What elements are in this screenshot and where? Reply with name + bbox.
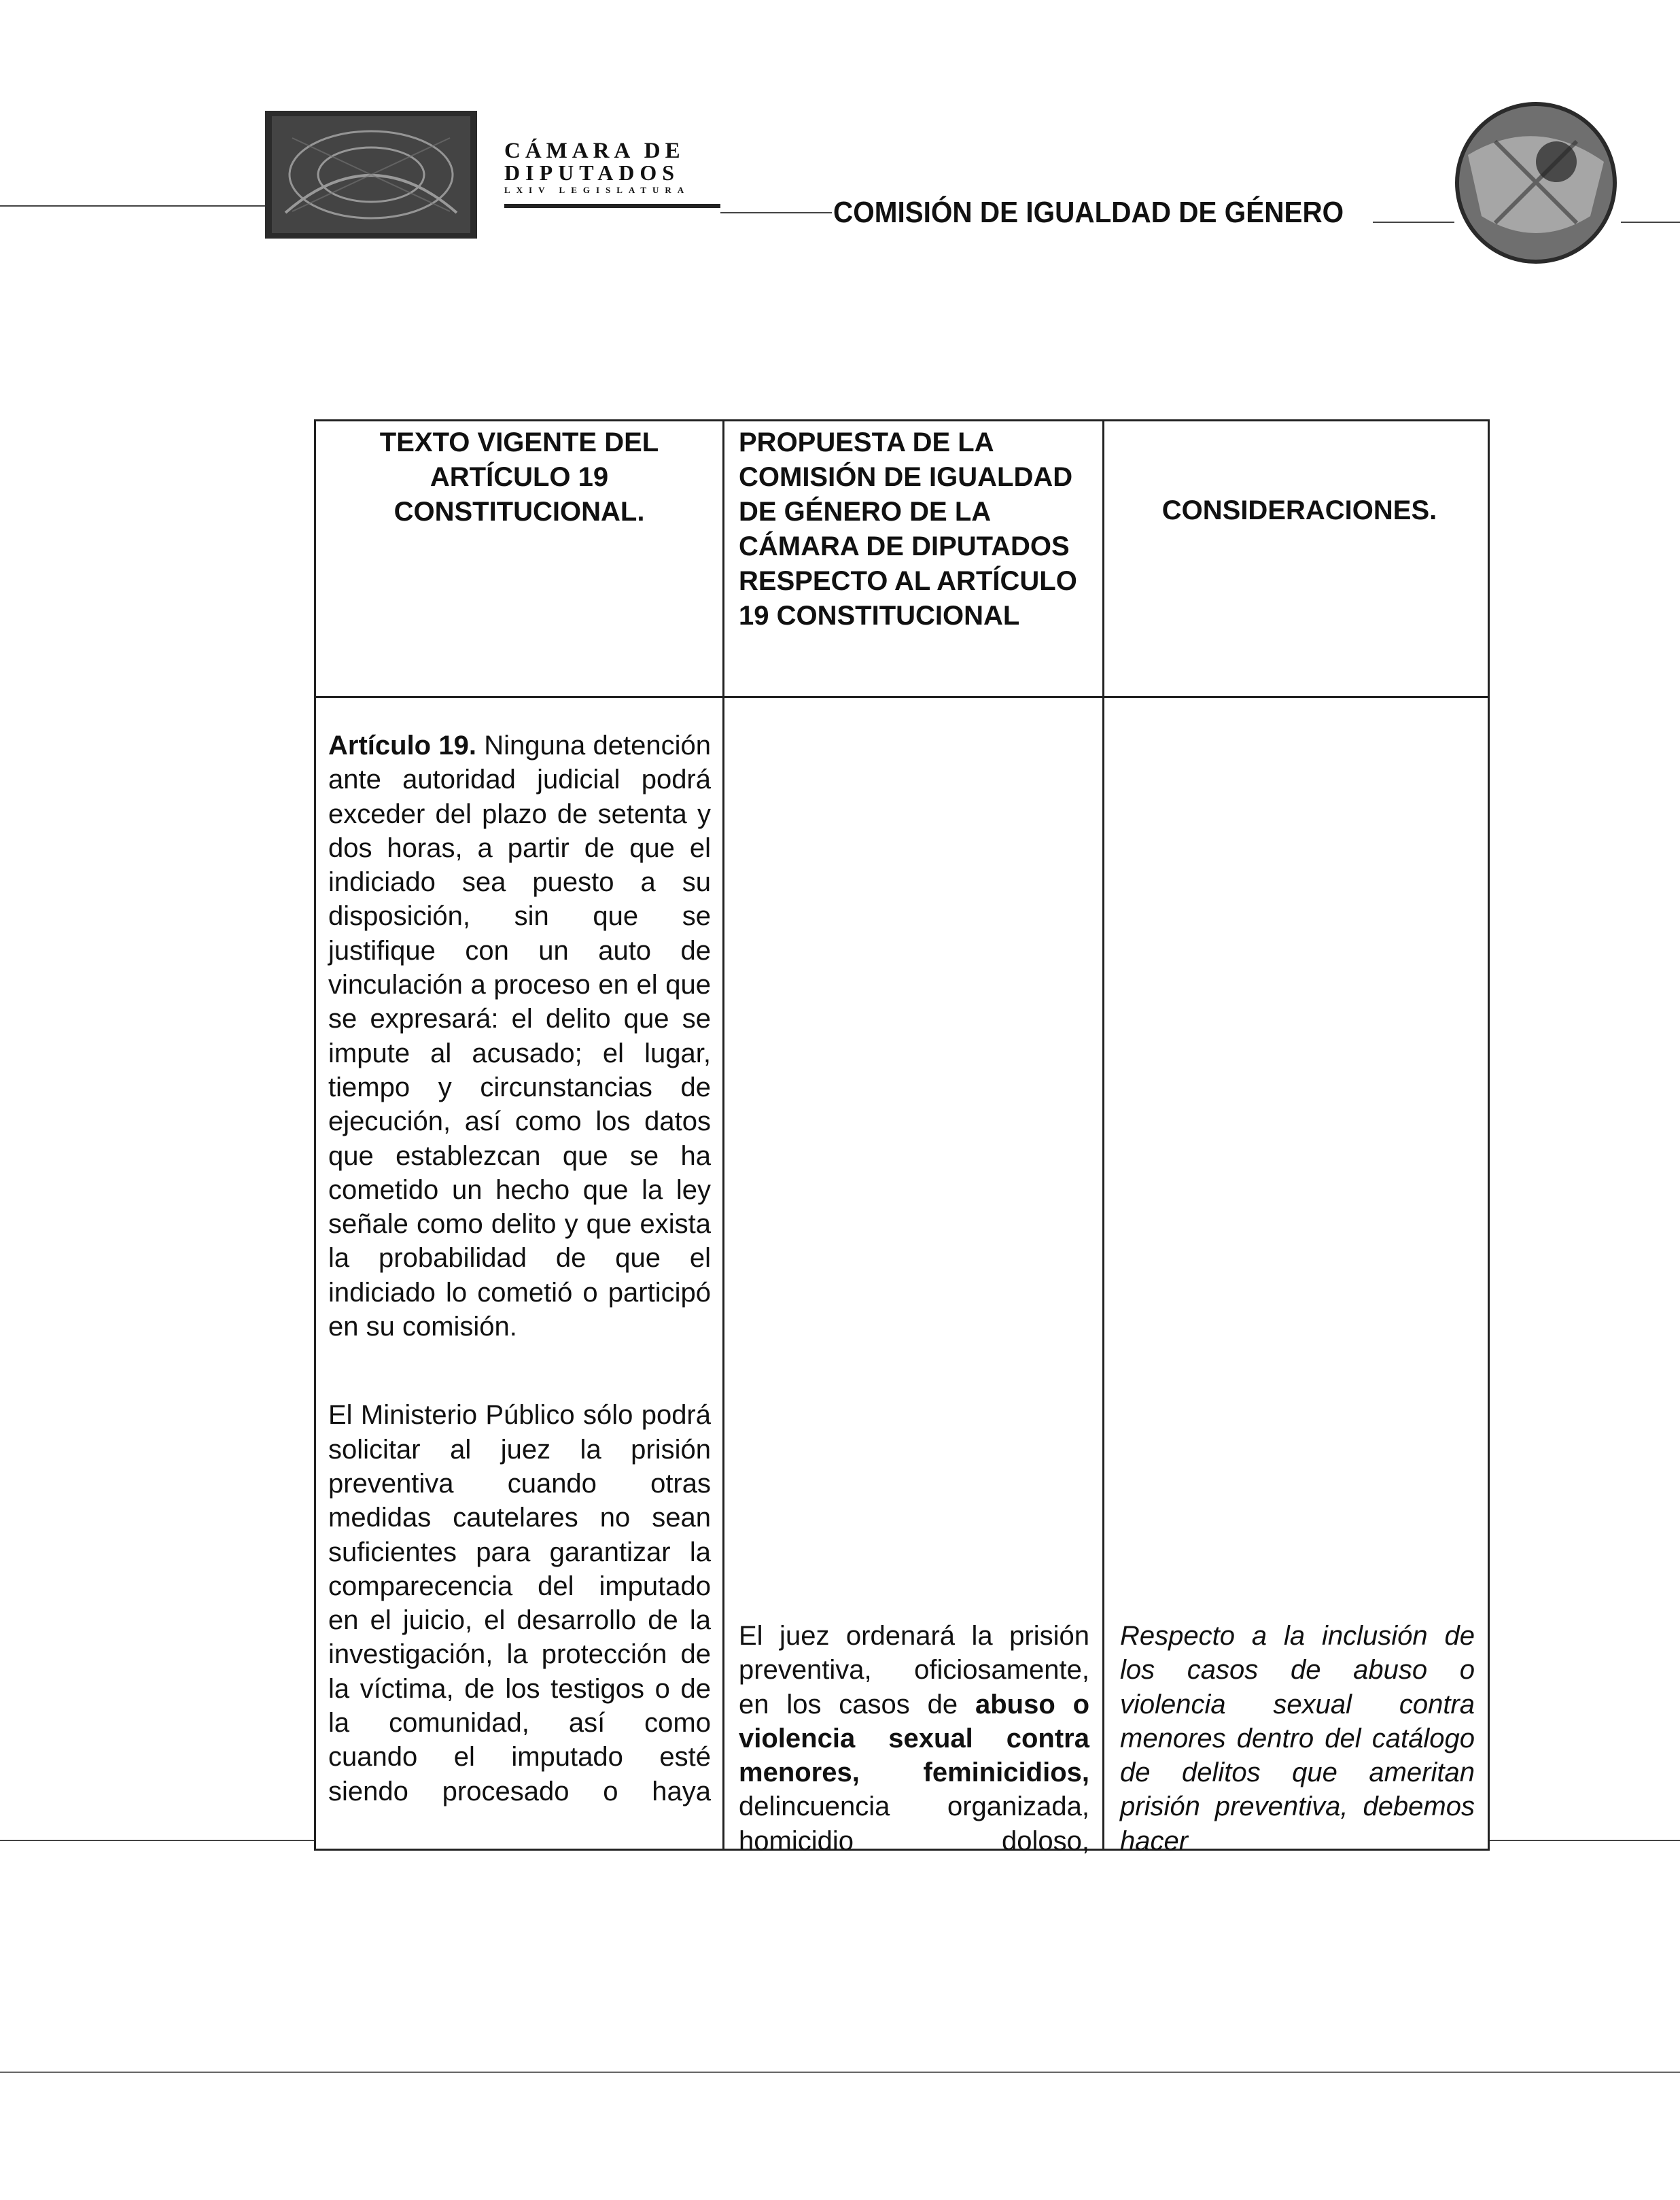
brand-bar	[504, 204, 720, 208]
proposal-paragraph	[739, 1619, 1089, 1858]
header-rule-right	[1373, 222, 1454, 223]
table-bottom-rule-left	[0, 1840, 314, 1841]
article-paragraph-1	[328, 729, 711, 1344]
proposal-text-1: El juez ordenará la prisión preventiva, oficiosamente, en los casos de	[739, 1621, 1089, 1719]
header-rule-mid	[720, 212, 832, 213]
proposal-bold-crimes: abuso o violencia sexual contra menores, feminicidios,	[739, 1689, 1090, 1788]
brand-line-2: DIPUTADOS	[504, 160, 680, 185]
commission-title: COMISIÓN DE IGUALDAD DE GÉNERO	[833, 196, 1344, 229]
commission-emblem-logo	[1454, 101, 1617, 265]
considerations-cell	[1120, 1619, 1475, 1858]
header-rule-far-right	[1621, 222, 1680, 223]
brand-line-3: LXIV LEGISLATURA	[504, 185, 690, 195]
current-text-cell	[328, 729, 711, 1809]
header-rule-left	[0, 205, 265, 207]
header-current-text: TEXTO VIGENTE DEL ARTÍCULO 19 CONSTITUCIONAL.	[379, 427, 659, 527]
header-proposal: PROPUESTA DE LA COMISIÓN DE IGUALDAD DE GÉNERO DE LA CÁMARA DE DIPUTADOS RESPECTO AL ARTÍCULO 19 CONSTITUCIONAL	[739, 427, 1077, 631]
chamber-seal-logo	[265, 111, 477, 239]
column-divider	[722, 421, 724, 1849]
considerations-paragraph: Respecto a la inclusión de los casos de abuso o violencia sexual contra menores dentro del catálogo de delitos que ameritan prisión preventiva, debemos hacer	[1120, 1621, 1475, 1856]
header-considerations: CONSIDERACIONES.	[1161, 495, 1437, 525]
header-row-divider	[316, 696, 1488, 698]
proposal-text-2: delincuencia organizada, homicidio doloso,	[739, 1792, 1089, 1856]
brand-line-1: CÁMARA DE	[504, 139, 685, 163]
article-paragraph-2: El Ministerio Público sólo podrá solicitar al juez la prisión preventiva cuando otras medidas cautelares no sean suficientes para garantizar la comparecencia del imputado en el juicio, el desarrollo de la investigación, la protección de la víctima, de los testigos o de la comunidad, así como cuando el imputado esté siendo procesado o haya	[328, 1400, 711, 1806]
article-label: Artículo 19.	[328, 731, 476, 761]
table-bottom-rule-right	[1490, 1840, 1680, 1841]
footer-rule	[0, 2072, 1680, 2073]
proposal-cell	[739, 1619, 1089, 1858]
article-text-1: Ninguna detención ante autoridad judicial podrá exceder del plazo de setenta y dos horas, a partir de que el indiciado sea puesto a su disposición, sin que se justifique con un auto de vinculación a proceso en el que se expresará: el delito que se impute al acusado; el lugar, tiempo y circunstancias de ejecución, así como los datos que establezcan que se ha cometido un hecho que la ley señale como delito y que exista la probabilidad de que el indiciado lo cometió o participó en su comisión.	[328, 731, 711, 1342]
comparison-table	[314, 419, 1490, 1856]
column-divider	[1102, 421, 1104, 1849]
